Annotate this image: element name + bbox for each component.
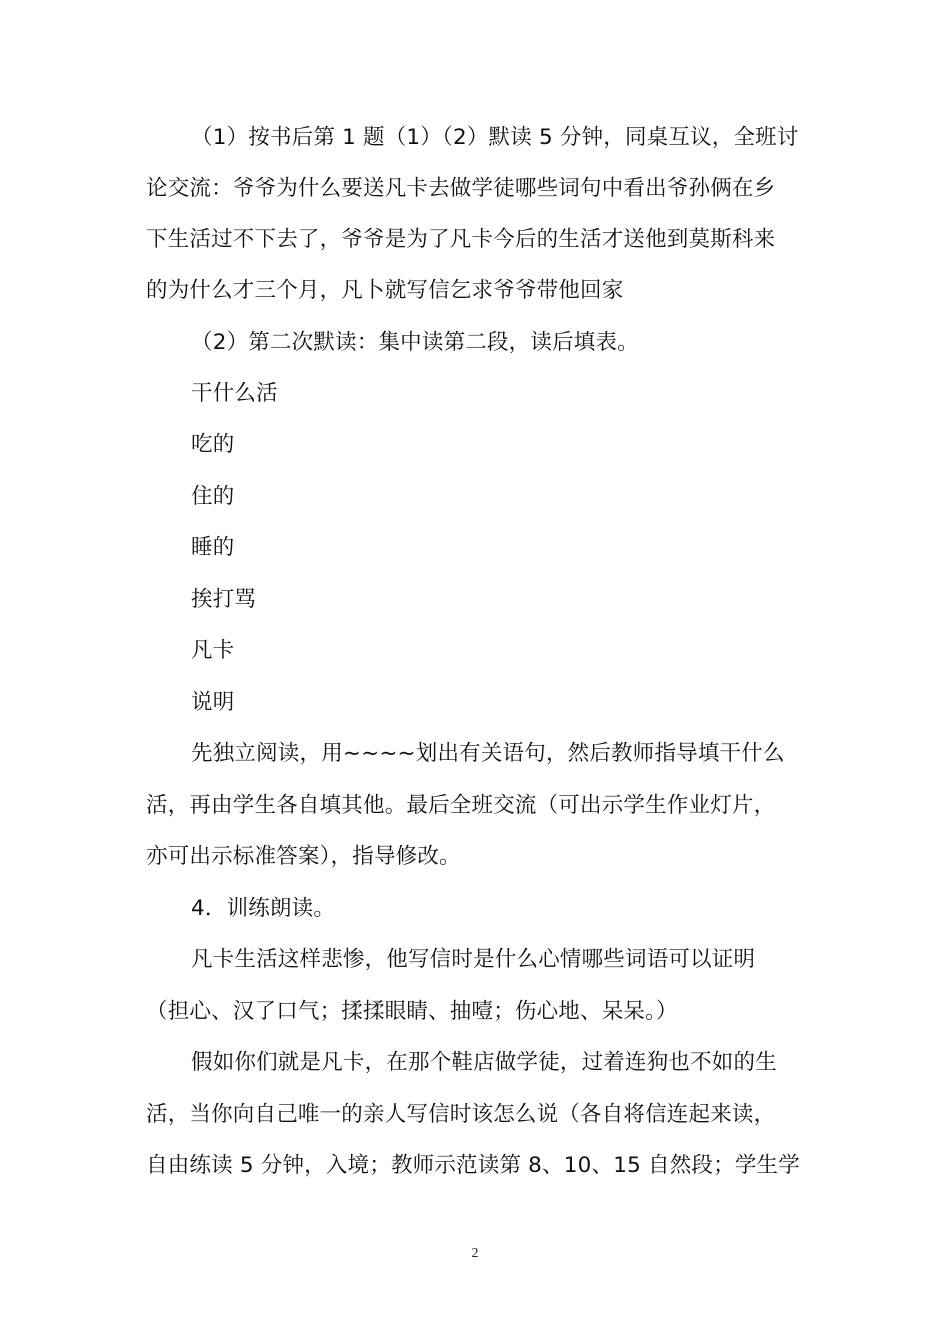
paragraph-line-18: （担心、汉了口气；揉揉眼睛、抽噎；伤心地、呆呆。） [146, 999, 678, 1024]
paragraph-line-13: 先独立阅读，用~~~~划出有关语句，然后教师指导填干什么 [191, 741, 785, 766]
paragraph-line-15: 亦可出示标准答案），指导修改。 [146, 844, 461, 869]
paragraph-line-4: 的为什么才三个月，凡卜就写信乞求爷爷带他回家 [146, 278, 624, 303]
paragraph-line-14: 活，再由学生各自填其他。最后全班交流（可出示学生作业灯片， [146, 793, 776, 818]
table-item-work: 干什么活 [191, 381, 278, 406]
paragraph-line-3: 下生活过不下去了，爷爷是为了凡卡今后的生活才送他到莫斯科来 [146, 227, 776, 252]
table-item-sleep: 睡的 [191, 535, 235, 560]
paragraph-line-21: 自由练读 5 分钟，入境；教师示范读第 8、10、15 自然段；学生学 [146, 1153, 800, 1178]
paragraph-line-19: 假如你们就是凡卡，在那个鞋店做学徒，过着连狗也不如的生 [191, 1050, 777, 1075]
table-item-vanka: 凡卡 [191, 638, 235, 663]
paragraph-line-17: 凡卡生活这样悲惨，他写信时是什么心情哪些词语可以证明 [191, 947, 756, 972]
page-number: 2 [471, 1246, 479, 1261]
table-item-food: 吃的 [191, 432, 235, 457]
table-item-housing: 住的 [191, 484, 235, 509]
paragraph-line-20: 活，当你向自己唯一的亲人写信时该怎么说（各自将信连起来读， [146, 1102, 776, 1127]
paragraph-line-5: （2）第二次默读：集中读第二段，读后填表。 [191, 330, 639, 355]
section-heading: 4．训练朗读。 [191, 896, 336, 921]
paragraph-line-2: 论交流：爷爷为什么要送凡卡去做学徒哪些词句中看出爷孙俩在乡 [146, 176, 776, 201]
table-item-beaten: 挨打骂 [191, 587, 257, 612]
paragraph-line-1: （1）按书后第 1 题（1）（2）默读 5 分钟，同桌互议，全班讨 [191, 125, 799, 150]
table-item-explanation: 说明 [191, 690, 235, 715]
